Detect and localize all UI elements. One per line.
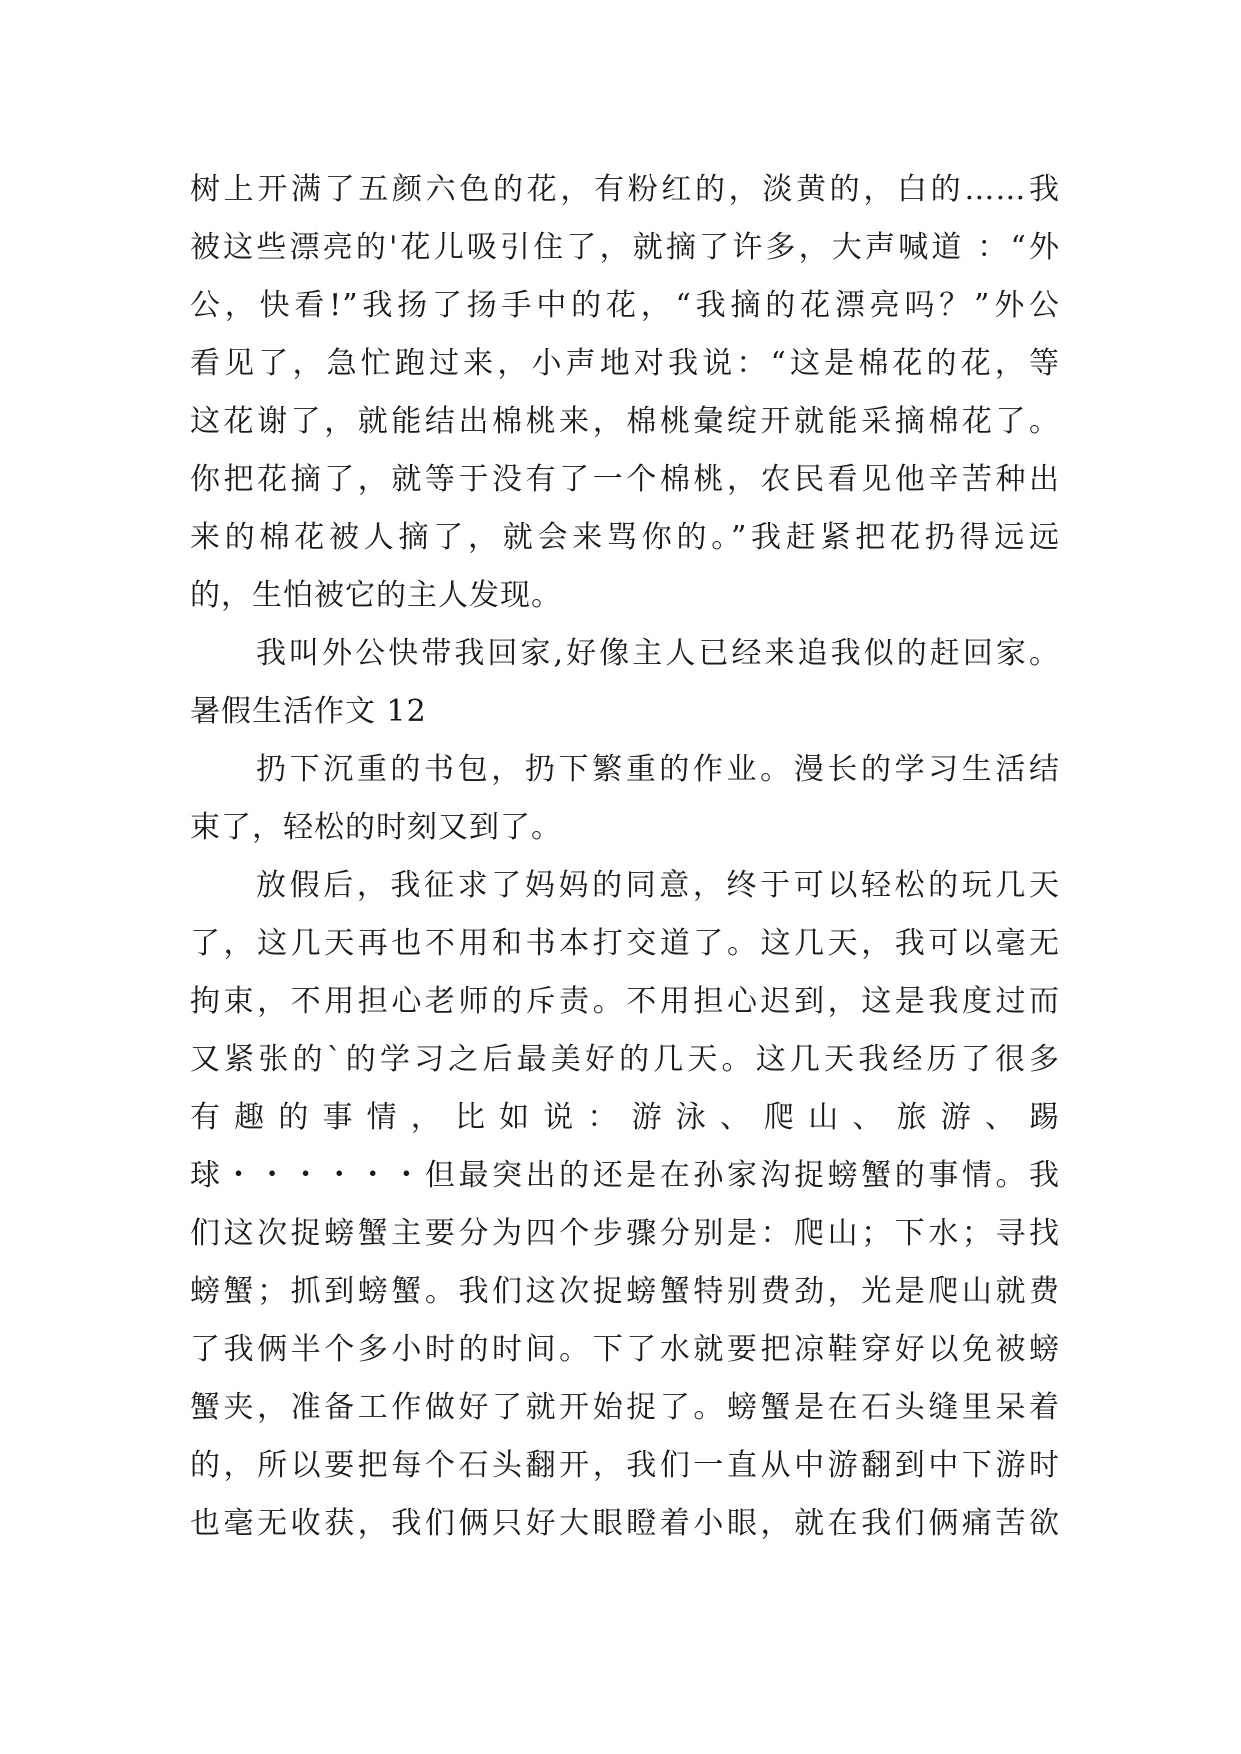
paragraph-line: 也毫无收获，我们俩只好大眼瞪着小眼，就在我们俩痛苦欲	[190, 1506, 1060, 1541]
paragraph-line: 树上开满了五颜六色的花，有粉红的，淡黄的，白的……我	[190, 172, 1060, 207]
paragraph-line: 拘束，不用担心老师的斥责。不用担心迟到，这是我度过而	[190, 984, 1060, 1019]
paragraph-line: 又紧张的`的学习之后最美好的几天。这几天我经历了很多	[190, 1042, 1060, 1077]
paragraph-line: 你把花摘了，就等于没有了一个棉桃，农民看见他辛苦种出	[190, 462, 1060, 497]
paragraph-line: 了，这几天再也不用和书本打交道了。这几天，我可以毫无	[190, 926, 1060, 961]
paragraph-line: 了我俩半个多小时的时间。下了水就要把凉鞋穿好以免被螃	[190, 1332, 1060, 1367]
paragraph-line: 来的棉花被人摘了，就会来骂你的。”我赶紧把花扔得远远	[190, 520, 1060, 555]
paragraph-line: 的，生怕被它的主人发现。	[190, 578, 562, 613]
paragraph-line: 我叫外公快带我回家,好像主人已经来追我似的赶回家。	[256, 636, 1060, 671]
paragraph-line: 这花谢了，就能结出棉桃来，棉桃彙绽开就能采摘棉花了。	[190, 404, 1060, 439]
paragraph-line: 公，快看!”我扬了扬手中的花，“我摘的花漂亮吗？”外公	[190, 288, 1060, 323]
paragraph-line: 有趣的事情，比如说：游泳、爬山、旅游、踢	[190, 1100, 1060, 1135]
paragraph-line: 放假后，我征求了妈妈的同意，终于可以轻松的玩几天	[256, 868, 1060, 903]
paragraph-line: 螃蟹；抓到螃蟹。我们这次捉螃蟹特别费劲，光是爬山就费	[190, 1274, 1060, 1309]
paragraph-line: 被这些漂亮的'花儿吸引住了，就摘了许多，大声喊道 ：“外	[190, 230, 1060, 265]
paragraph-line: 束了，轻松的时刻又到了。	[190, 810, 562, 845]
paragraph-line: 球・・・・・・但最突出的还是在孙家沟捉螃蟹的事情。我	[190, 1158, 1060, 1193]
paragraph-line: 蟹夹，准备工作做好了就开始捉了。螃蟹是在石头缝里呆着	[190, 1390, 1060, 1425]
paragraph-line: 扔下沉重的书包，扔下繁重的作业。漫长的学习生活结	[256, 752, 1060, 787]
section-heading: 暑假生活作文 12	[190, 694, 427, 729]
paragraph-line: 的，所以要把每个石头翻开，我们一直从中游翻到中下游时	[190, 1448, 1060, 1483]
paragraph-line: 看见了，急忙跑过来，小声地对我说：“这是棉花的花，等	[190, 346, 1060, 381]
paragraph-line: 们这次捉螃蟹主要分为四个步骤分别是：爬山；下水；寻找	[190, 1216, 1060, 1251]
